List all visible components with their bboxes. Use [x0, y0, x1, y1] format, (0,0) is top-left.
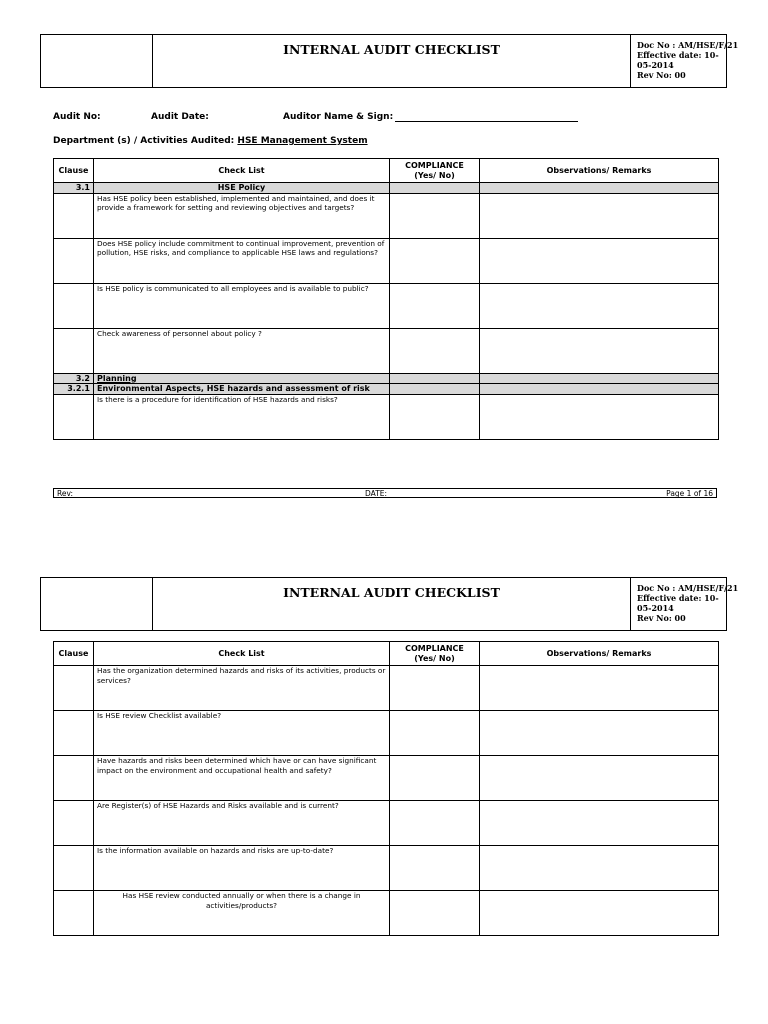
checklist-header: Check List — [94, 642, 390, 666]
checklist-question: Is the information available on hazards and risks are up-to-date? — [94, 846, 390, 891]
doc-number: Doc No : AM/HSE/F/21 — [637, 583, 739, 593]
clause-header: Clause — [54, 642, 94, 666]
section-number: 3.2.1 — [54, 384, 94, 395]
compliance-input[interactable] — [390, 756, 480, 801]
auditor-label: Auditor Name & Sign: — [283, 112, 394, 122]
remarks-input[interactable] — [480, 193, 719, 238]
section-row — [54, 384, 719, 395]
revision-number: Rev No: 00 — [637, 613, 686, 623]
footer-date: DATE: — [365, 489, 388, 498]
table-row — [54, 283, 719, 328]
clause-cell — [54, 328, 94, 373]
clause-cell — [54, 394, 94, 439]
remarks-input[interactable] — [480, 394, 719, 439]
compliance-cell — [390, 384, 480, 395]
compliance-input[interactable] — [390, 283, 480, 328]
compliance-cell — [390, 373, 480, 384]
remarks-input[interactable] — [480, 666, 719, 711]
checklist-header: Check List — [94, 159, 390, 183]
auditor-field[interactable] — [283, 112, 393, 122]
section-row — [54, 183, 719, 194]
remarks-input[interactable] — [480, 891, 719, 936]
document-meta — [637, 583, 739, 623]
department-row — [53, 136, 368, 146]
clause-cell — [54, 846, 94, 891]
observations-header: Observations/ Remarks — [480, 159, 719, 183]
checklist-question: Have hazards and risks been determined which have or can have significant impact on the environment and occupational health and safety? — [94, 756, 390, 801]
checklist-question: Is HSE review Checklist available? — [94, 711, 390, 756]
revision-number: Rev No: 00 — [637, 70, 686, 80]
compliance-input[interactable] — [390, 711, 480, 756]
compliance-cell — [390, 183, 480, 194]
clause-cell — [54, 666, 94, 711]
section-title: HSE Policy — [94, 183, 390, 194]
remarks-input[interactable] — [480, 756, 719, 801]
document-header — [40, 34, 739, 88]
clause-cell — [54, 756, 94, 801]
table-row — [54, 328, 719, 373]
remarks-cell — [480, 183, 719, 194]
compliance-header: COMPLIANCE (Yes/ No) — [390, 159, 480, 183]
department-value: HSE Management System — [237, 136, 368, 146]
table-header-row — [54, 159, 719, 183]
table-row — [54, 394, 719, 439]
document-header — [40, 577, 739, 631]
remarks-cell — [480, 373, 719, 384]
logo-cell — [41, 35, 153, 87]
compliance-input[interactable] — [390, 238, 480, 283]
checklist-table-page2 — [53, 641, 719, 936]
section-number: 3.1 — [54, 183, 94, 194]
checklist-question: Is there is a procedure for identification of HSE hazards and risks? — [94, 394, 390, 439]
logo-cell — [41, 578, 153, 630]
clause-cell — [54, 801, 94, 846]
clause-cell — [54, 891, 94, 936]
compliance-input[interactable] — [390, 846, 480, 891]
table-row — [54, 891, 719, 936]
observations-header: Observations/ Remarks — [480, 642, 719, 666]
document-title: INTERNAL AUDIT CHECKLIST — [153, 35, 631, 87]
effective-date: Effective date: 10-05-2014 — [637, 593, 719, 613]
checklist-question: Are Register(s) of HSE Hazards and Risks available and is current? — [94, 801, 390, 846]
remarks-input[interactable] — [480, 283, 719, 328]
remarks-input[interactable] — [480, 846, 719, 891]
checklist-question: Does HSE policy include commitment to continual improvement, prevention of pollution, HSE risks, and compliance to applicable HSE laws and regulations? — [94, 238, 390, 283]
document-title: INTERNAL AUDIT CHECKLIST — [153, 578, 631, 630]
table-row — [54, 238, 719, 283]
table-row — [54, 846, 719, 891]
checklist-table-page1 — [53, 158, 719, 440]
audit-no-label: Audit No: — [53, 112, 101, 122]
compliance-input[interactable] — [390, 328, 480, 373]
checklist-question: Has HSE policy been established, implemented and maintained, and does it provide a framework for setting and reviewing objectives and targets? — [94, 193, 390, 238]
compliance-header: COMPLIANCE (Yes/ No) — [390, 642, 480, 666]
remarks-input[interactable] — [480, 801, 719, 846]
remarks-input[interactable] — [480, 328, 719, 373]
section-row — [54, 373, 719, 384]
doc-number: Doc No : AM/HSE/F/21 — [637, 40, 739, 50]
table-row — [54, 801, 719, 846]
document-meta — [637, 40, 739, 80]
remarks-input[interactable] — [480, 238, 719, 283]
table-row — [54, 666, 719, 711]
effective-date: Effective date: 10-05-2014 — [637, 50, 719, 70]
table-row — [54, 193, 719, 238]
compliance-input[interactable] — [390, 891, 480, 936]
signature-line — [395, 112, 578, 122]
section-title: Planning — [94, 373, 390, 384]
compliance-input[interactable] — [390, 801, 480, 846]
clause-cell — [54, 238, 94, 283]
checklist-question: Has the organization determined hazards and risks of its activities, products or services? — [94, 666, 390, 711]
remarks-input[interactable] — [480, 711, 719, 756]
clause-header: Clause — [54, 159, 94, 183]
section-number: 3.2 — [54, 373, 94, 384]
compliance-input[interactable] — [390, 394, 480, 439]
checklist-question: Check awareness of personnel about policy ? — [94, 328, 390, 373]
page-footer — [53, 488, 717, 498]
clause-cell — [54, 711, 94, 756]
remarks-cell — [480, 384, 719, 395]
table-row — [54, 711, 719, 756]
clause-cell — [54, 283, 94, 328]
compliance-input[interactable] — [390, 666, 480, 711]
clause-cell — [54, 193, 94, 238]
checklist-question: Has HSE review conducted annually or when there is a change in activities/products? — [94, 891, 390, 936]
table-row — [54, 756, 719, 801]
footer-page: Page 1 of 16 — [666, 489, 713, 498]
table-header-row — [54, 642, 719, 666]
checklist-question: Is HSE policy is communicated to all employees and is available to public? — [94, 283, 390, 328]
audit-date-label: Audit Date: — [151, 112, 209, 122]
footer-rev: Rev: — [57, 489, 74, 498]
department-label: Department (s) / Activities Audited: — [53, 136, 235, 146]
compliance-input[interactable] — [390, 193, 480, 238]
section-title: Environmental Aspects, HSE hazards and assessment of risk — [94, 384, 390, 395]
